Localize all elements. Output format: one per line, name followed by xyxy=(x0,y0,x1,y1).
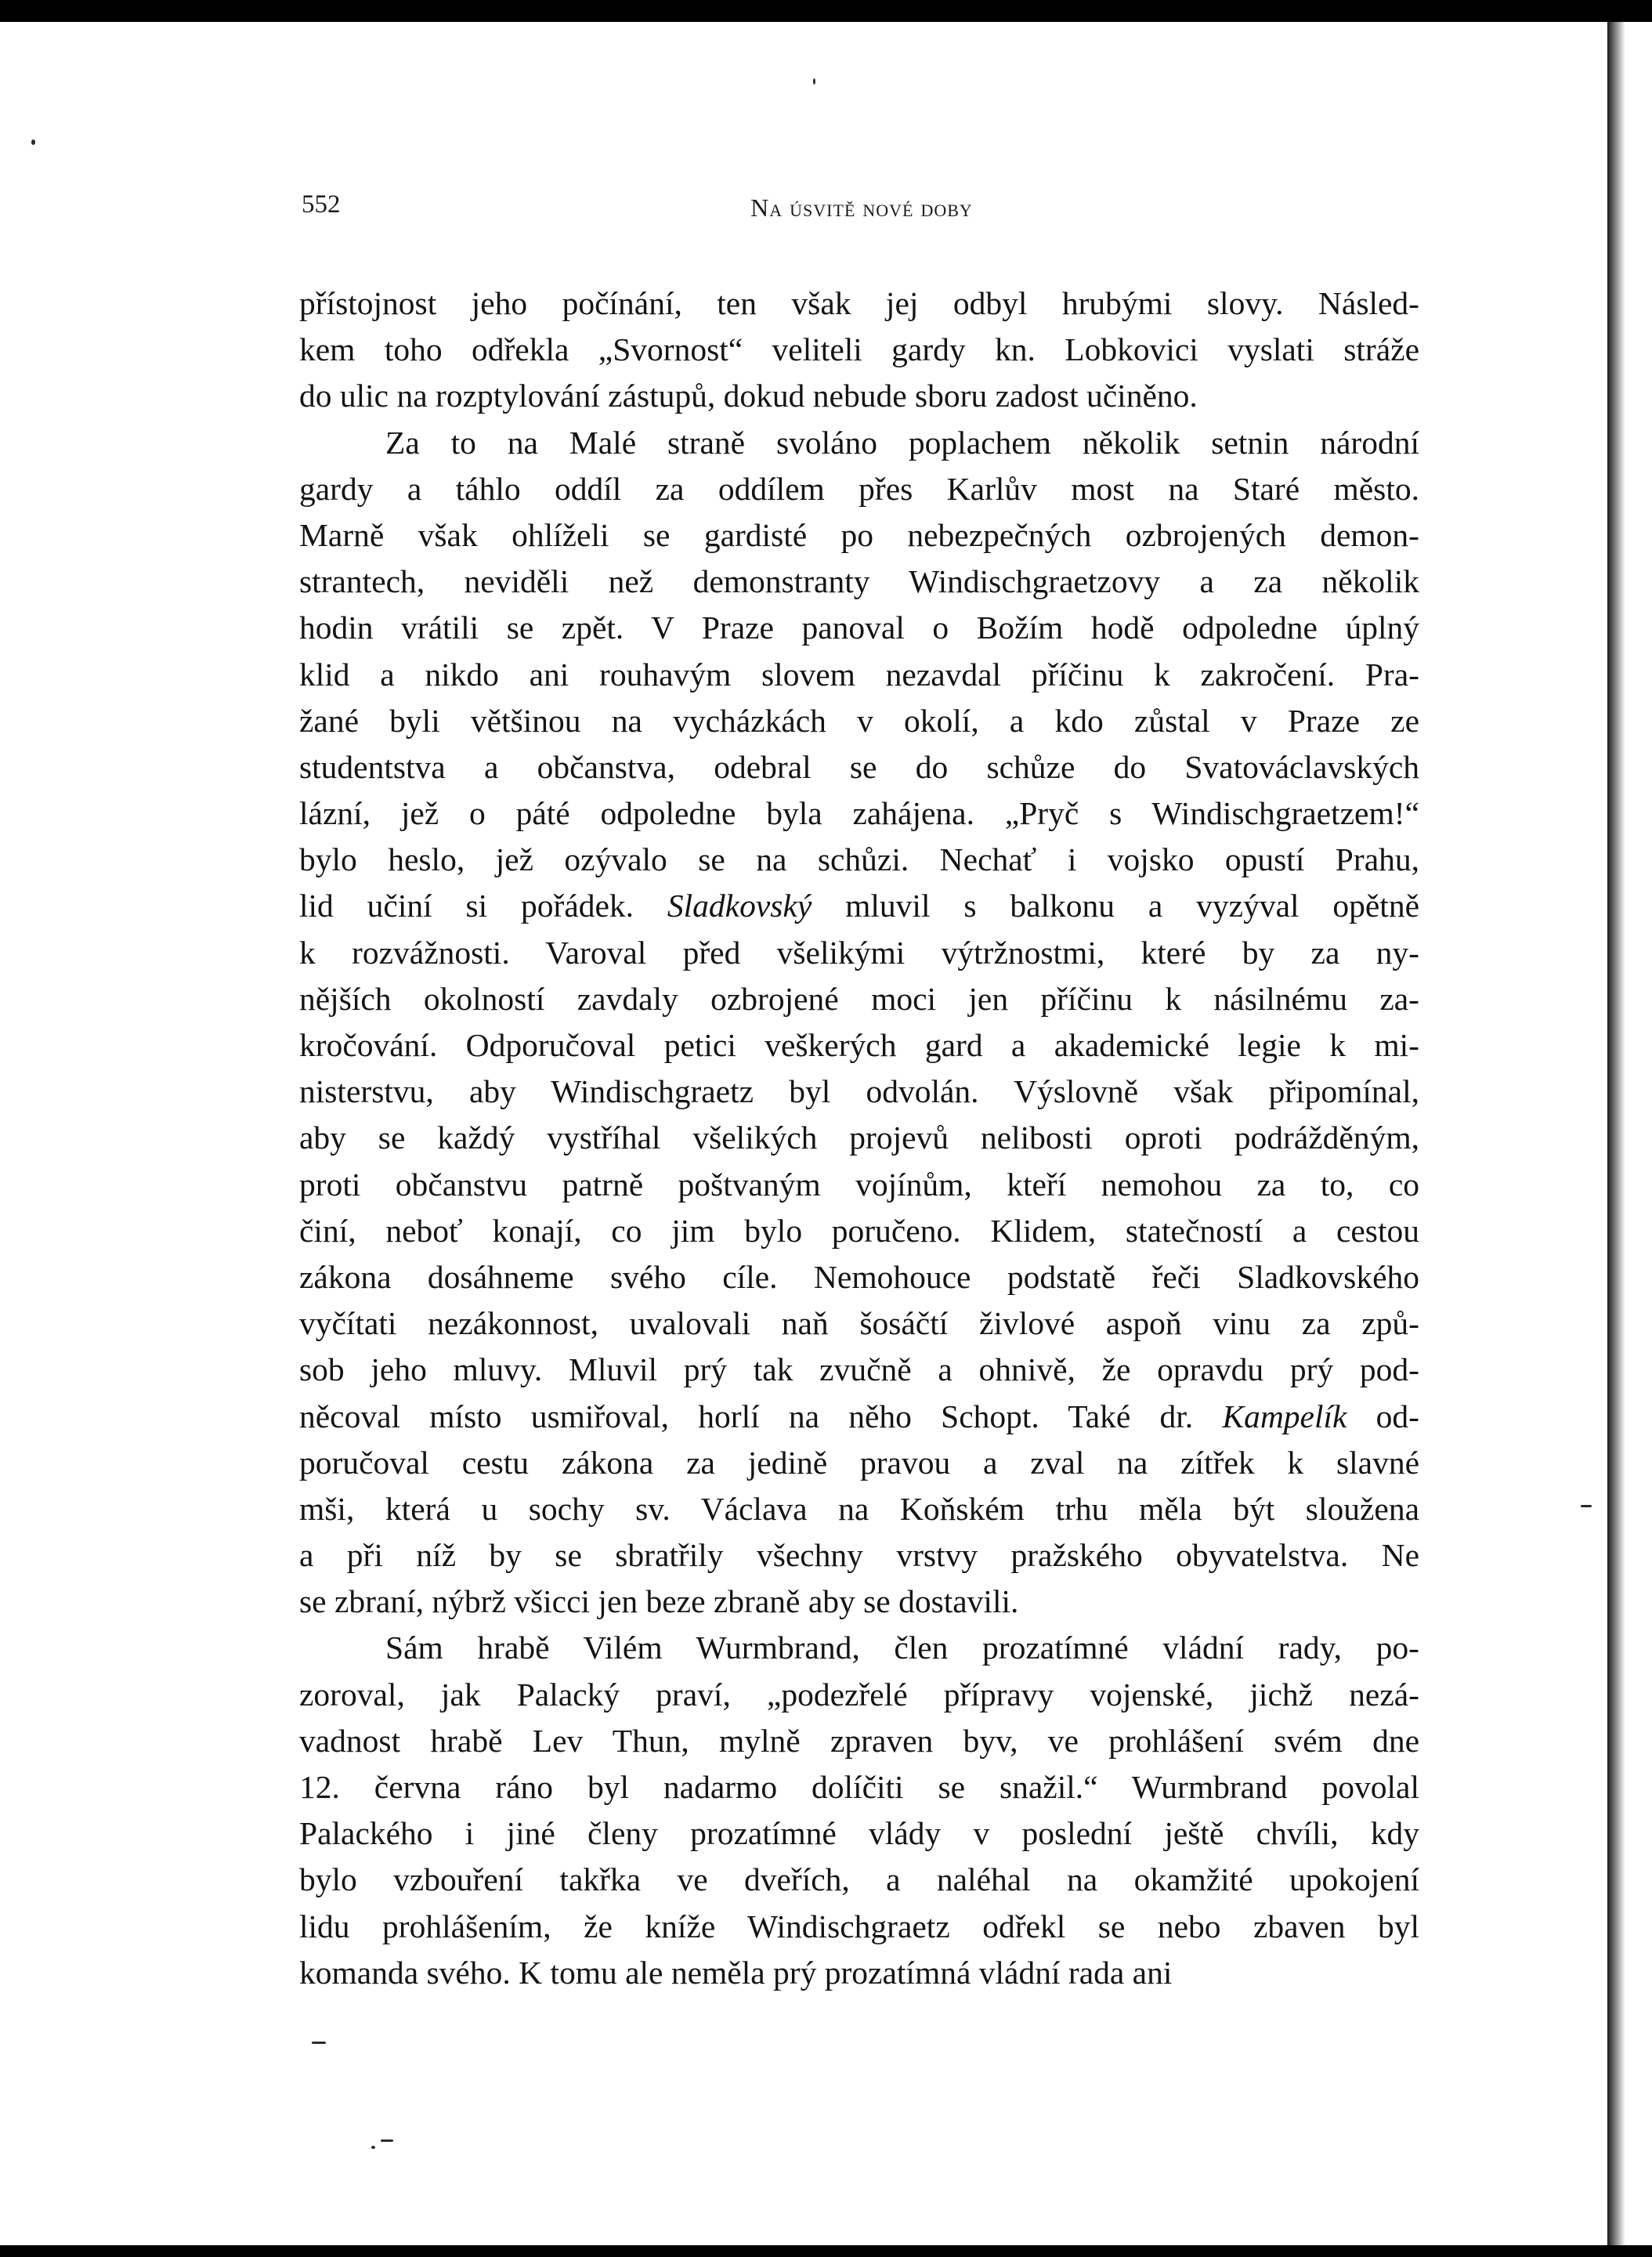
line-text: bylo vzbouření takřka ve dveřích, a naléhal na okamžité upokojení xyxy=(299,1861,1419,1898)
line-text: něcoval místo usmiřoval, horlí na něho Schopt. Také dr. xyxy=(299,1398,1223,1434)
scan-speck xyxy=(381,2139,393,2142)
scan-speck xyxy=(1581,1505,1592,1507)
text-line xyxy=(299,327,1419,373)
line-text: lid učiní si pořádek. xyxy=(299,888,667,924)
text-line xyxy=(299,652,1419,698)
text-line xyxy=(299,1532,1419,1579)
line-text: k rozvážnosti. Varoval před všelikými výtržnostmi, které by za ny- xyxy=(299,934,1419,971)
text-line xyxy=(299,930,1419,976)
line-text: od- xyxy=(1347,1398,1419,1434)
book-page xyxy=(0,22,1607,2245)
text-line xyxy=(299,1672,1419,1718)
line-text: nisterstvu, aby Windischgraetz byl odvolán. Výslovně však připomínal, xyxy=(299,1073,1419,1110)
line-text: kročování. Odporučoval petici veškerých gard a akademické legie k mi- xyxy=(299,1027,1419,1063)
line-text: vadnost hrabě Lev Thun, mylně zpraven byv, ve prohlášení svém dne xyxy=(299,1722,1419,1759)
line-text: gardy a táhlo oddíl za oddílem přes Karlův most na Staré město. xyxy=(299,470,1419,507)
line-text: mši, která u sochy sv. Václava na Koňském trhu měla být sloužena xyxy=(299,1490,1419,1527)
paragraph xyxy=(299,280,1419,420)
line-text: poručoval cestu zákona za jedině pravou a zval na zítřek k slavné xyxy=(299,1444,1419,1481)
text-line xyxy=(299,1625,1419,1671)
text-line xyxy=(299,1718,1419,1764)
text-line xyxy=(299,280,1419,327)
text-line xyxy=(299,1486,1419,1532)
line-text: se zbraní, nýbrž všicci jen beze zbraně aby se dostavili. xyxy=(299,1583,1019,1620)
line-text: lidu prohlášením, že kníže Windischgraetz odřekl se nebo zbaven byl xyxy=(299,1908,1419,1944)
paragraph xyxy=(299,420,1419,1626)
emphasized-name: Sladkovský xyxy=(667,888,812,924)
line-text: do ulic na rozptylování zástupů, dokud nebude sboru zadost učiněno. xyxy=(299,378,1198,414)
text-line xyxy=(299,466,1419,512)
text-line xyxy=(299,605,1419,651)
page-number: 552 xyxy=(302,190,341,219)
text-line xyxy=(299,373,1419,419)
line-text: zákona dosáhneme svého cíle. Nemohouce podstatě řeči Sladkovského xyxy=(299,1258,1419,1295)
text-line xyxy=(299,1857,1419,1903)
paragraph xyxy=(299,1625,1419,1996)
line-text: klid a nikdo ani rouhavým slovem nezavdal příčinu k zakročení. Pra- xyxy=(299,656,1419,693)
text-line xyxy=(299,744,1419,790)
line-text: nějších okolností zavdaly ozbrojené moci jen příčinu k násilnému za- xyxy=(299,980,1419,1017)
text-line xyxy=(299,1764,1419,1810)
line-text: bylo heslo, jež ozývalo se na schůzi. Nechať i vojsko opustí Prahu, xyxy=(299,841,1419,878)
line-text: 12. června ráno byl nadarmo dolíčiti se snažil.“ Wurmbrand povolal xyxy=(299,1769,1419,1805)
line-text: Palackého i jiné členy prozatímné vlády v poslední ještě chvíli, kdy xyxy=(299,1815,1419,1852)
line-text: a při níž by se sbratřily všechny vrstvy pražského obyvatelstva. Ne xyxy=(299,1537,1419,1574)
text-line xyxy=(299,1904,1419,1950)
line-text: mluvil s balkonu a vyzýval opětně xyxy=(812,888,1419,924)
line-text: proti občanstvu patrně poštvaným vojínům, kteří nemohou za to, co xyxy=(299,1166,1419,1203)
line-text: studentstva a občanstva, odebral se do schůze do Svatováclavských xyxy=(299,748,1419,785)
text-line xyxy=(299,837,1419,883)
line-text: Marně však ohlíželi se gardisté po nebezpečných ozbrojených demon- xyxy=(299,516,1419,553)
line-text: žané byli většinou na vycházkách v okolí, a kdo zůstal v Praze ze xyxy=(299,702,1419,739)
line-text: lázní, jež o páté odpoledne byla zahájena. „Pryč s Windischgraetzem!“ xyxy=(299,795,1419,832)
text-line xyxy=(299,976,1419,1022)
text-line xyxy=(299,1208,1419,1254)
line-text: sob jeho mluvy. Mluvil prý tak zvučně a ohnivě, že opravdu prý pod- xyxy=(299,1351,1419,1388)
scan-speck xyxy=(813,78,815,85)
scan-speck xyxy=(312,2042,326,2044)
text-line xyxy=(299,420,1419,466)
line-text: kem toho odřekla „Svornost“ veliteli gardy kn. Lobkovici vyslati stráže xyxy=(299,331,1419,368)
text-line xyxy=(299,1394,1419,1440)
scan-speck xyxy=(371,2146,375,2149)
text-line xyxy=(299,698,1419,744)
text-line xyxy=(299,1300,1419,1347)
line-text: přístojnost jeho počínání, ten však jej odbyl hrubými slovy. Násled- xyxy=(299,285,1419,321)
text-line xyxy=(299,512,1419,559)
line-text: komanda svého. K tomu ale neměla prý prozatímná vládní rada ani xyxy=(299,1954,1173,1991)
line-text: hodin vrátili se zpět. V Praze panoval o Božím hodě odpoledne úplný xyxy=(299,609,1419,646)
text-line xyxy=(299,1162,1419,1208)
line-text: aby se každý vystříhal všelikých projevů nelibosti oproti podrážděným, xyxy=(299,1119,1419,1156)
line-text: Za to na Malé straně svoláno poplachem několik setnin národní xyxy=(385,424,1419,461)
text-line xyxy=(299,1810,1419,1857)
emphasized-name: Kampelík xyxy=(1222,1398,1347,1434)
text-line xyxy=(299,790,1419,837)
line-text: činí, neboť konají, co jim bylo poručeno. Klidem, statečností a cestou xyxy=(299,1212,1419,1249)
line-text: vyčítati nezákonnost, uvalovali naň šosáčtí živlové aspoň vinu za způ- xyxy=(299,1305,1419,1342)
text-line xyxy=(299,1347,1419,1393)
line-text: zoroval, jak Palacký praví, „podezřelé přípravy vojenské, jichž nezá- xyxy=(299,1676,1419,1713)
scan-edge xyxy=(1607,22,1652,2245)
line-text: strantech, neviděli než demonstranty Windischgraetzovy a za několik xyxy=(299,563,1419,600)
text-line xyxy=(299,1254,1419,1300)
page-header xyxy=(302,190,1422,230)
text-line xyxy=(299,1022,1419,1069)
text-line xyxy=(299,559,1419,605)
text-line xyxy=(299,1069,1419,1115)
text-line xyxy=(299,1440,1419,1486)
text-line xyxy=(299,1579,1419,1625)
text-line xyxy=(299,1950,1419,1996)
scan-speck xyxy=(31,139,35,145)
text-line xyxy=(299,1115,1419,1161)
line-text: Sám hrabě Vilém Wurmbrand, člen prozatímné vládní rady, po- xyxy=(385,1629,1419,1666)
body-text xyxy=(299,280,1419,1996)
running-title: Na úsvitě nové doby xyxy=(750,194,973,222)
text-line xyxy=(299,883,1419,929)
